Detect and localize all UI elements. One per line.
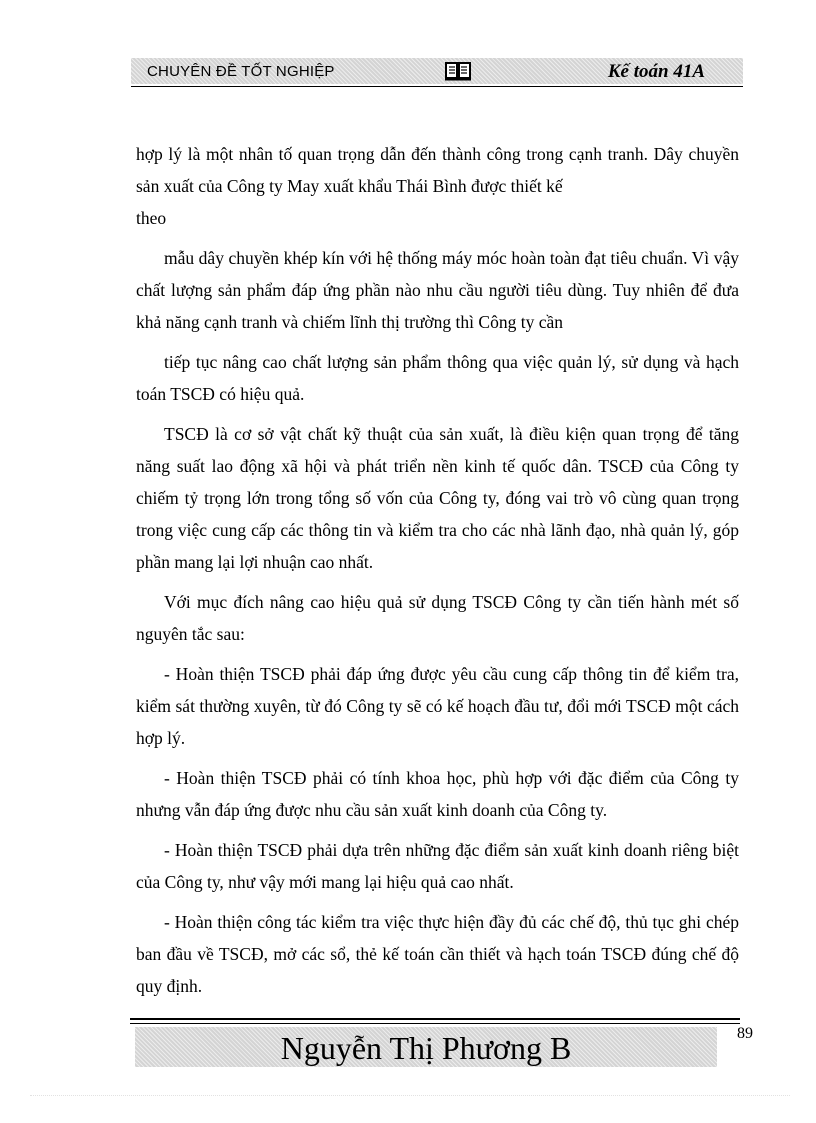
page-footer — [135, 1027, 717, 1067]
paragraph: theo — [136, 208, 167, 228]
page-number: 89 — [737, 1025, 753, 1042]
paragraph: TSCĐ là cơ sở vật chất kỹ thuật của sản xuất, là điều kiện quan trọng để tăng năng suất lao động xã hội và phát triển nền kinh tế quốc dân. TSCĐ của Công ty chiếm tỷ trọng lớn trong tổng số vốn của Công ty, đóng vai trò vô cùng quan trọng trong việc cung cấp các thông tin và kiểm tra cho các nhà lãnh đạo, nhà quản lý, góp phần mang lại lợi nhuận cao nhất. — [136, 424, 739, 572]
footer-divider — [130, 1018, 740, 1020]
header-divider — [131, 86, 743, 87]
document-body — [136, 138, 739, 1010]
paragraph: - Hoàn thiện TSCĐ phải đáp ứng được yêu cầu cung cấp thông tin để kiểm tra, kiểm sát thường xuyên, từ đó Công ty sẽ có kế hoạch đầu tư, đổi mới TSCĐ một cách hợp lý. — [136, 664, 739, 748]
paragraph: tiếp tục nâng cao chất lượng sản phẩm thông qua việc quản lý, sử dụng và hạch toán TSCĐ có hiệu quả. — [136, 352, 739, 404]
header-title: CHUYÊN ĐỀ TỐT NGHIỆP — [147, 63, 335, 80]
paragraph: - Hoàn thiện công tác kiểm tra việc thực hiện đầy đủ các chế độ, thủ tục ghi chép ban đầu về TSCĐ, mở các sổ, thẻ kế toán cần thiết và hạch toán TSCĐ đúng chế độ quy định. — [136, 912, 739, 996]
page-header — [131, 58, 743, 84]
page-edge-rule — [30, 1095, 790, 1096]
paragraph: Với mục đích nâng cao hiệu quả sử dụng TSCĐ Công ty cần tiến hành mét số nguyên tắc sau: — [136, 592, 739, 644]
header-class-label: Kế toán 41A — [607, 61, 705, 82]
author-name: Nguyễn Thị Phương B — [280, 1030, 572, 1066]
footer-divider-thin — [130, 1023, 740, 1024]
paragraph: - Hoàn thiện TSCĐ phải có tính khoa học, phù hợp với đặc điểm của Công ty nhưng vẫn đáp ứng được nhu cầu sản xuất kinh doanh của Công ty. — [136, 768, 739, 820]
paragraph: hợp lý là một nhân tố quan trọng dẫn đến thành công trong cạnh tranh. Dây chuyền sản xuất của Công ty May xuất khẩu Thái Bình được thiết kế — [136, 144, 739, 196]
paragraph: mẫu dây chuyền khép kín với hệ thống máy móc hoàn toàn đạt tiêu chuẩn. Vì vậy chất lượng sản phẩm đáp ứng phần nào nhu cầu người tiêu dùng. Tuy nhiên để đưa khả năng cạnh tranh và chiếm lĩnh thị trường thì Công ty cần — [136, 248, 739, 332]
paragraph: - Hoàn thiện TSCĐ phải dựa trên những đặc điểm sản xuất kinh doanh riêng biệt của Công ty, như vậy mới mang lại hiệu quả cao nhất. — [136, 840, 739, 892]
book-icon — [444, 61, 472, 81]
